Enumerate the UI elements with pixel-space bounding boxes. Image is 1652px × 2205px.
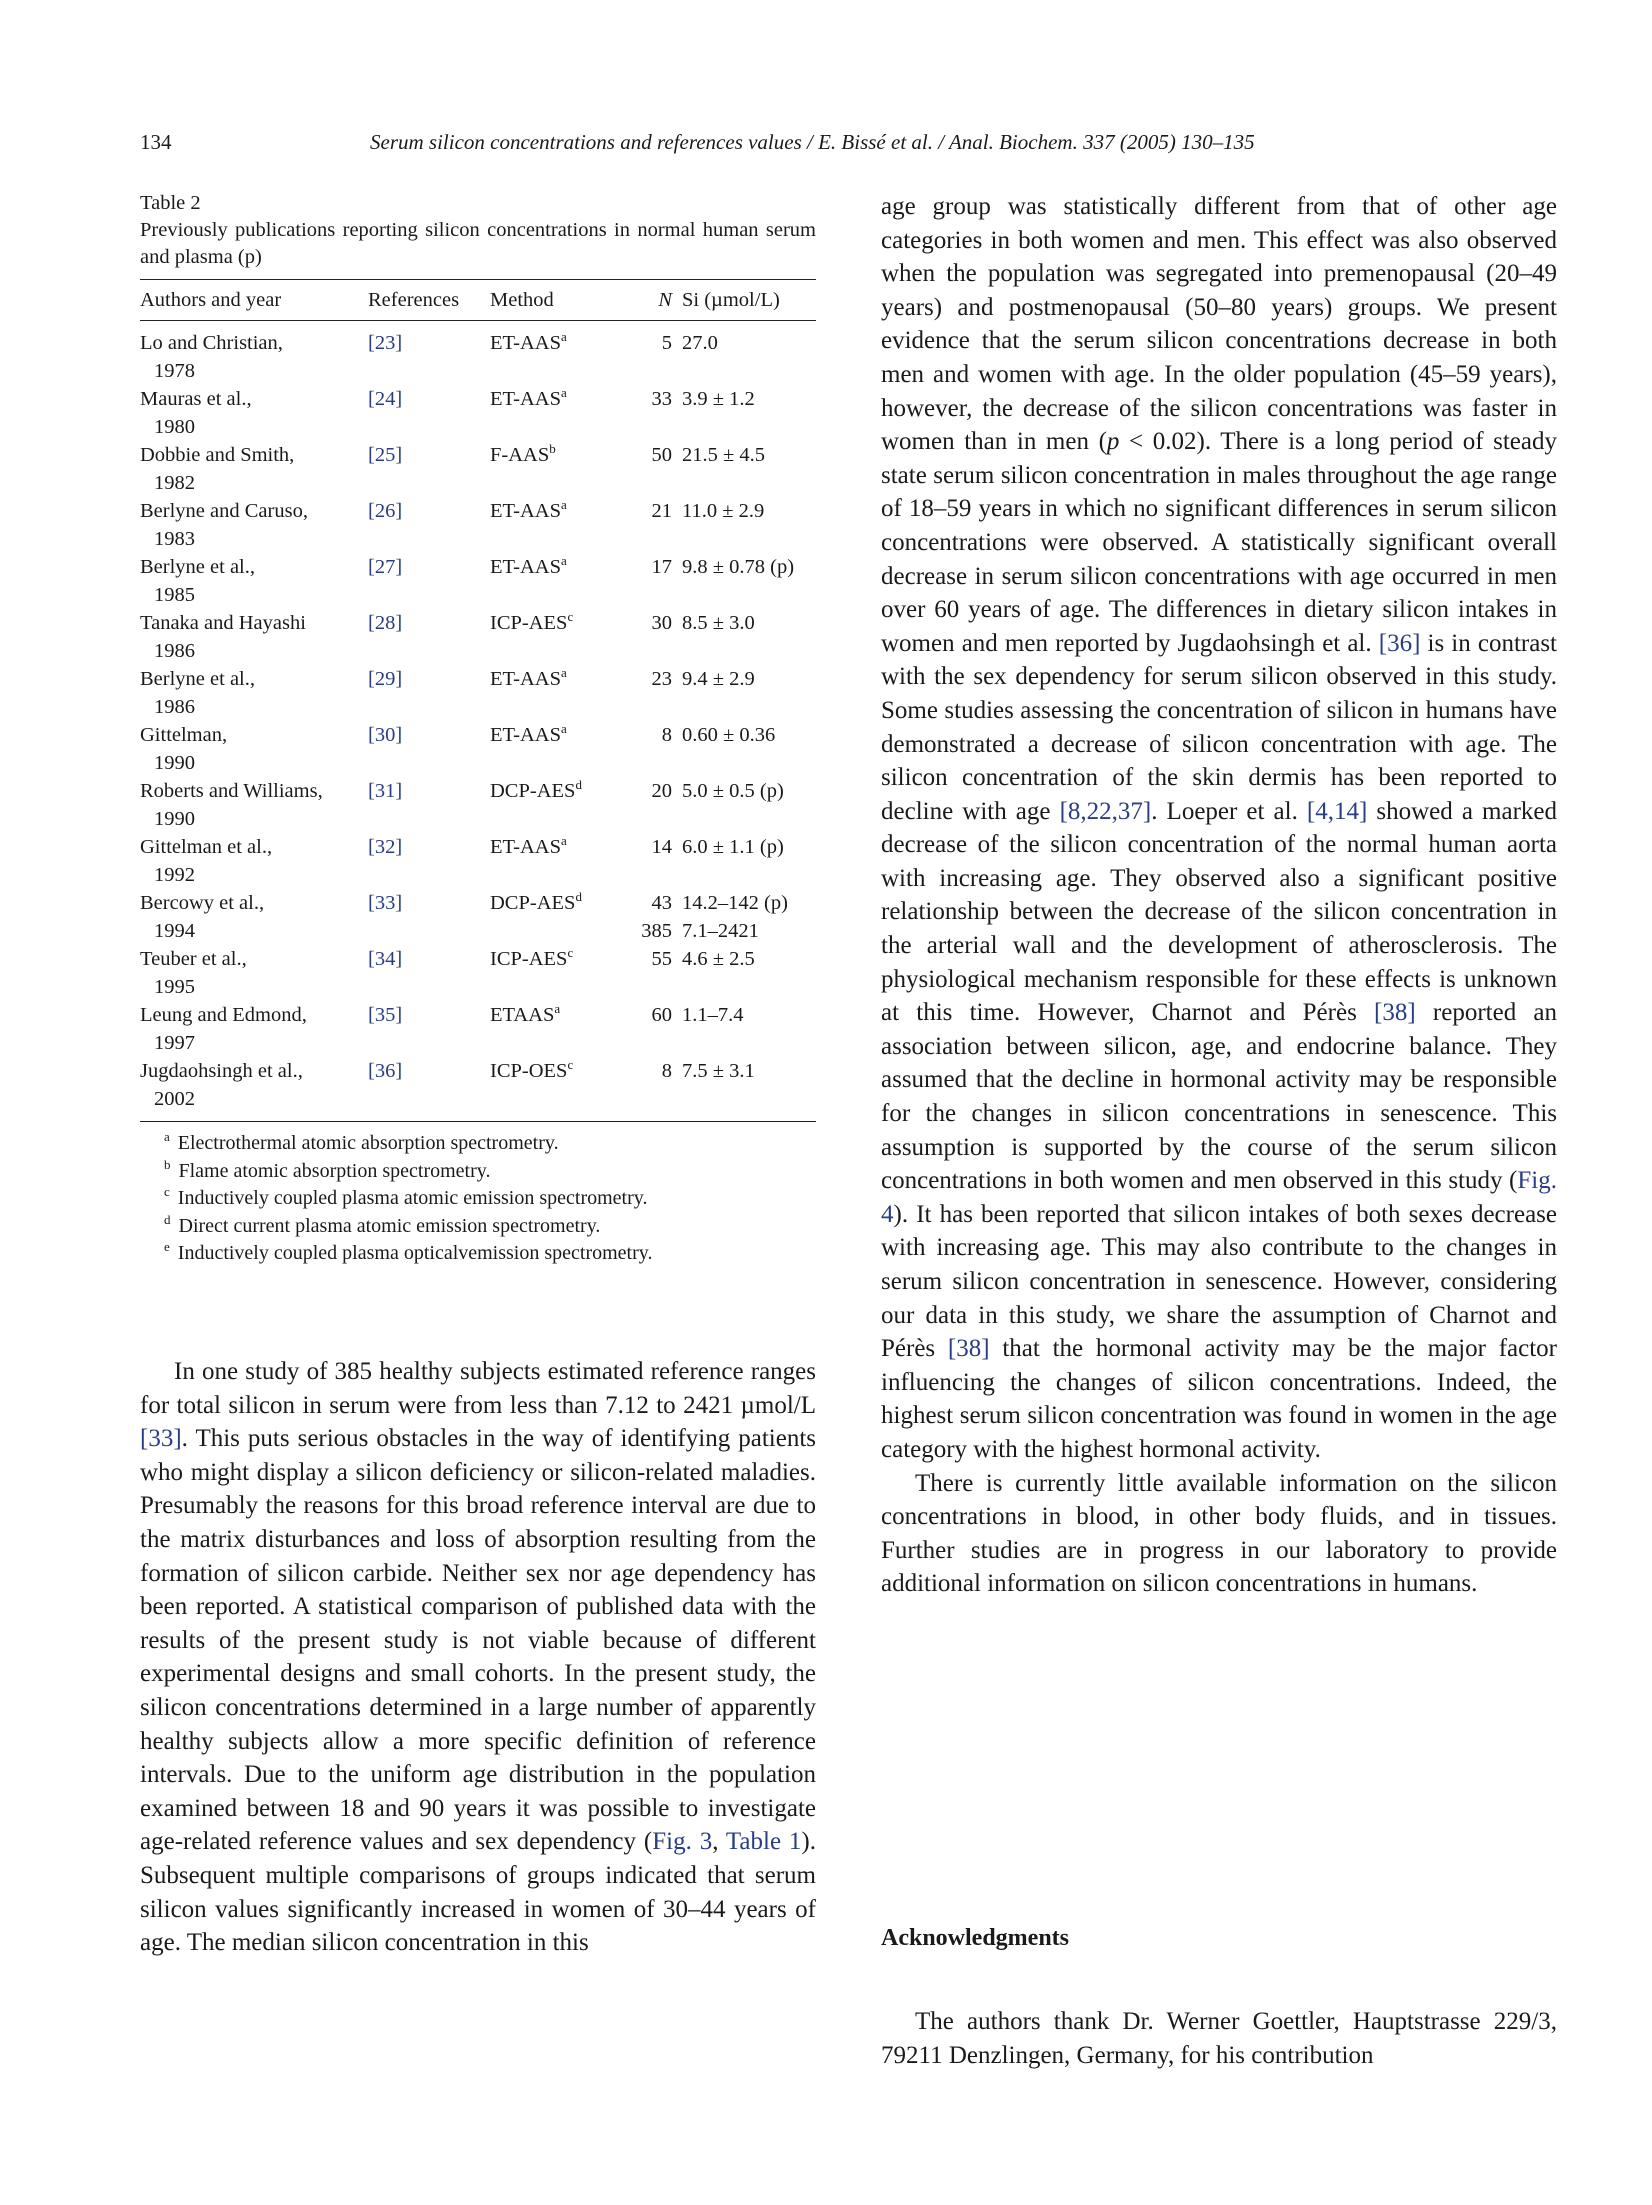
footnote-mark: a — [164, 1129, 170, 1144]
cell-method — [490, 665, 620, 721]
cell-n — [620, 945, 682, 1001]
cell-reference — [368, 889, 490, 945]
cell-authors — [140, 945, 368, 1001]
acknowledgments-heading: Acknowledgments — [881, 1925, 1070, 1951]
table-body — [140, 321, 816, 1121]
si-value-2: 7.1–2421 — [682, 920, 759, 942]
column-header-method: Method — [490, 289, 554, 311]
authors-text: Leung and Edmond, — [140, 1004, 307, 1026]
authors-text: Tanaka and Hayashi — [140, 612, 306, 634]
year-text: 1982 — [154, 472, 195, 494]
method-footnote-mark: c — [567, 1057, 574, 1072]
si-value: 6.0 ± 1.1 (p) — [682, 836, 784, 858]
running-header — [140, 130, 1540, 160]
year-text: 1995 — [154, 976, 195, 998]
cell-method — [490, 889, 620, 945]
cell-reference — [368, 945, 490, 1001]
cell-si — [682, 385, 816, 441]
footnote — [140, 1130, 816, 1158]
citation-link[interactable]: [36] — [1378, 629, 1421, 657]
cell-si — [682, 833, 816, 889]
authors-text: Lo and Christian, — [140, 332, 283, 354]
n-value: 50 — [651, 444, 672, 466]
cell-authors — [140, 553, 368, 609]
footnote-mark: b — [164, 1156, 171, 1172]
column-header-si: Si (µmol/L) — [682, 289, 780, 311]
method-text: ET-AAS — [490, 500, 561, 522]
cell-method — [490, 321, 620, 385]
method-text: DCP-AES — [490, 892, 576, 914]
si-value: 9.4 ± 2.9 — [682, 668, 755, 690]
table-header-row — [140, 280, 816, 320]
text-run: showed a marked decrease of the silicon concentration of the normal human aorta with increasing age. They observed also a significant positive relationship between the decrease of the silicon concentration in the arterial wall and the development of atherosclerosis. The physiological mechanism responsible for these effects is unknown at this time. However, Charnot and Pérès — [881, 797, 1557, 1027]
n-value: 21 — [651, 500, 672, 522]
n-value: 60 — [651, 1004, 672, 1026]
cell-si — [682, 441, 816, 497]
acknowledgments-text — [881, 2005, 1557, 2072]
cell-reference — [368, 321, 490, 385]
footnote-text: Electrothermal atomic absorption spectrometry. — [177, 1132, 559, 1154]
table-row — [140, 1057, 816, 1121]
si-value: 1.1–7.4 — [682, 1004, 744, 1026]
n-value: 33 — [651, 388, 672, 410]
cell-authors — [140, 1057, 368, 1121]
authors-text: Berlyne et al., — [140, 556, 255, 578]
reference-link[interactable]: [32] — [368, 836, 403, 858]
si-value: 14.2–142 (p) — [682, 892, 788, 914]
method-footnote-mark: c — [567, 945, 574, 960]
cell-reference — [368, 721, 490, 777]
cell-reference — [368, 1001, 490, 1057]
reference-link[interactable]: [23] — [368, 332, 403, 354]
method-text: ET-AAS — [490, 388, 561, 410]
footnote-mark: c — [164, 1184, 170, 1199]
cell-authors — [140, 721, 368, 777]
reference-link[interactable]: [35] — [368, 1004, 403, 1026]
cell-reference — [368, 553, 490, 609]
n-value: 14 — [651, 836, 672, 858]
table-row — [140, 385, 816, 441]
text-run: reported an association between silicon, age, and endocrine balance. They assumed that the decline in hormonal activity may be responsible for the changes in silicon concentrations in senescence. This assumption is supported by the course of the serum silicon concentrations in both women and men observed in this study ( — [881, 999, 1558, 1195]
figure-3-link[interactable]: Fig. 3 — [652, 1828, 713, 1856]
si-value: 5.0 ± 0.5 (p) — [682, 780, 784, 802]
table-row — [140, 441, 816, 497]
cell-n — [620, 833, 682, 889]
footnote — [140, 1158, 816, 1186]
year-text: 1980 — [154, 416, 195, 438]
year-text: 1990 — [154, 808, 195, 830]
reference-link[interactable]: [29] — [368, 668, 403, 690]
year-text: 1983 — [154, 528, 195, 550]
cell-authors — [140, 833, 368, 889]
table-label: Table 2 — [140, 192, 201, 214]
cell-si — [682, 553, 816, 609]
cell-authors — [140, 1001, 368, 1057]
cell-n — [620, 553, 682, 609]
table-row — [140, 721, 816, 777]
right-column-text — [881, 190, 1557, 1601]
table-row — [140, 1001, 816, 1057]
si-value: 4.6 ± 2.5 — [682, 948, 755, 970]
cell-reference — [368, 385, 490, 441]
cell-method — [490, 609, 620, 665]
year-text: 2002 — [154, 1088, 195, 1110]
text-run: is in contrast with the sex dependency for serum silicon observed in this study. Some studies assessing the concentration of silicon in humans have demonstrated a decrease of silicon concentration with age. The silicon concentration of the skin dermis has been reported to decline with age — [881, 629, 1557, 825]
cell-n — [620, 385, 682, 441]
si-value: 8.5 ± 3.0 — [682, 612, 755, 634]
table-row — [140, 321, 816, 385]
cell-si — [682, 609, 816, 665]
cell-n — [620, 889, 682, 945]
cell-n — [620, 777, 682, 833]
text-run: age group was statistically different from that of other age categories in both women and men. This effect was also observed when the population was segregated into premenopausal (20–49 years) and postmenopausal (50–80 years) groups. We present evidence that the serum silicon concentrations decrease in both men and women with age. In the older population (45–59 years), however, the decrease of the silicon concentrations was faster in women than in men ( — [881, 193, 1557, 456]
cell-si — [682, 665, 816, 721]
cell-reference — [368, 777, 490, 833]
year-text: 1986 — [154, 640, 195, 662]
table-row — [140, 553, 816, 609]
method-footnote-mark: a — [561, 553, 567, 568]
text-run: . Loeper et al. — [1151, 797, 1307, 825]
table-bottom-rule — [140, 1121, 816, 1122]
paragraph — [140, 1355, 816, 1960]
footnote-text: Inductively coupled plasma atomic emission spectrometry. — [177, 1187, 648, 1209]
cell-n — [620, 609, 682, 665]
n-value: 20 — [651, 780, 672, 802]
authors-text: Teuber et al., — [140, 948, 247, 970]
n-value: 17 — [651, 556, 672, 578]
table-row — [140, 833, 816, 889]
cell-n — [620, 441, 682, 497]
method-footnote-mark: d — [575, 889, 582, 904]
method-footnote-mark: a — [554, 1001, 561, 1016]
table-row — [140, 777, 816, 833]
cell-method — [490, 721, 620, 777]
year-text: 1985 — [154, 584, 195, 606]
cell-method — [490, 1057, 620, 1121]
method-text: ET-AAS — [490, 332, 561, 354]
reference-link[interactable]: [34] — [368, 948, 403, 970]
authors-text: Dobbie and Smith, — [140, 444, 295, 466]
year-text: 1990 — [154, 752, 195, 774]
n-value: 8 — [661, 1060, 672, 1082]
si-value: 3.9 ± 1.2 — [682, 388, 755, 410]
figure-4-link[interactable]: Fig. 4 — [881, 1167, 1557, 1228]
reference-link[interactable]: [30] — [368, 724, 403, 746]
table-footnotes — [140, 1130, 816, 1268]
method-footnote-mark: d — [575, 777, 582, 792]
year-text: 1986 — [154, 696, 195, 718]
citation-link[interactable]: [38] — [1374, 999, 1416, 1027]
method-text: ICP-OES — [490, 1060, 568, 1082]
n-value: 30 — [651, 612, 672, 634]
cell-method — [490, 497, 620, 553]
p-symbol: p — [1106, 428, 1120, 456]
table-row — [140, 945, 816, 1001]
cell-method — [490, 945, 620, 1001]
cell-method — [490, 777, 620, 833]
authors-text: Berlyne and Caruso, — [140, 500, 308, 522]
cell-n — [620, 1001, 682, 1057]
cell-si — [682, 889, 816, 945]
method-footnote-mark: a — [561, 721, 567, 736]
text-run: , — [712, 1828, 726, 1856]
reference-link[interactable]: [26] — [368, 500, 403, 522]
method-footnote-mark: a — [561, 665, 567, 680]
footnote-text: Direct current plasma atomic emission spectrometry. — [178, 1214, 601, 1237]
authors-text: Gittelman et al., — [140, 836, 273, 858]
cell-si — [682, 945, 816, 1001]
n-value: 23 — [651, 668, 672, 690]
reference-link[interactable]: [31] — [368, 780, 403, 802]
cell-authors — [140, 441, 368, 497]
method-text: ET-AAS — [490, 724, 561, 746]
cell-si — [682, 1001, 816, 1057]
cell-authors — [140, 609, 368, 665]
page-number: 134 — [140, 130, 172, 154]
footnote — [140, 1240, 816, 1268]
cell-si — [682, 721, 816, 777]
cell-reference — [368, 1057, 490, 1121]
cell-authors — [140, 889, 368, 945]
cell-n — [620, 497, 682, 553]
table-row — [140, 889, 816, 945]
method-text: ET-AAS — [490, 836, 561, 858]
cell-reference — [368, 497, 490, 553]
cell-method — [490, 385, 620, 441]
authors-text: Gittelman, — [140, 724, 228, 746]
cell-method — [490, 1001, 620, 1057]
cell-si — [682, 777, 816, 833]
cell-method — [490, 553, 620, 609]
text-run: that the hormonal activity may be the major factor influencing the changes of silicon concentrations. Indeed, the highest serum silicon concentration was found in women in the age category with the highest hormonal activity. — [881, 1335, 1557, 1463]
footnote — [140, 1213, 816, 1241]
cell-method — [490, 441, 620, 497]
cell-authors — [140, 321, 368, 385]
n-value: 55 — [651, 948, 672, 970]
authors-text: Roberts and Williams, — [140, 780, 323, 802]
running-title: Serum silicon concentrations and references values / E. Bissé et al. / Anal. Biochem. 337 (2005) 130–135 — [370, 130, 1255, 154]
method-footnote-mark: a — [561, 329, 567, 344]
paragraph: There is currently little available information on the silicon concentrations in blood, in other body fluids, and in tissues. Further studies are in progress in our laboratory to provide additional information on silicon concentrations in humans. — [881, 1469, 1557, 1598]
cell-si — [682, 321, 816, 385]
n-value: 43 — [651, 892, 672, 914]
table-row — [140, 497, 816, 553]
citation-link[interactable]: [4,14] — [1306, 797, 1368, 825]
cell-si — [682, 1057, 816, 1121]
paragraph: The authors thank Dr. Werner Goettler, Hauptstrasse 229/3, 79211 Denzlingen, Germany, for his contribution — [881, 2008, 1557, 2069]
reference-link[interactable]: [36] — [368, 1060, 403, 1082]
method-footnote-mark: c — [567, 609, 574, 624]
text-run: ). Subsequent multiple comparisons of groups indicated that serum silicon values significantly increased in women of 30–44 years of age. The median silicon concentration in this — [140, 1828, 816, 1957]
method-text: DCP-AES — [490, 780, 576, 802]
year-text: 1992 — [154, 864, 195, 886]
table-title: Previously publications reporting silicon concentrations in normal human serum and plasma (p) — [140, 219, 816, 268]
text-run: < 0.02). There is a long period of steady state serum silicon concentration in males throughout the age range of 18–59 years in which no significant differences in serum silicon concentrations were observed. A statistically significant overall decrease in serum silicon concentrations with age occurred in men over 60 years of age. The differences in dietary silicon intakes in women and men reported by Jugdaohsingh et al. — [881, 428, 1557, 657]
authors-text: Bercowy et al., — [140, 892, 265, 914]
column-header-authors: Authors and year — [140, 289, 282, 311]
si-value: 9.8 ± 0.78 (p) — [682, 556, 795, 578]
method-text: ETAAS — [490, 1004, 555, 1026]
footnote-mark: d — [164, 1211, 171, 1227]
cell-reference — [368, 441, 490, 497]
method-text: ICP-AES — [490, 612, 568, 634]
table-1-link[interactable]: Table 1 — [725, 1828, 802, 1856]
si-value: 27.0 — [682, 332, 718, 354]
cell-si — [682, 497, 816, 553]
cell-authors — [140, 385, 368, 441]
cell-reference — [368, 609, 490, 665]
text-run: In one study of 385 healthy subjects estimated reference ranges for total silicon in serum were from less than 7.12 to 2421 µmol/L — [140, 1358, 816, 1419]
cell-n — [620, 321, 682, 385]
year-text: 1978 — [154, 360, 195, 382]
cell-n — [620, 665, 682, 721]
column-header-references: References — [368, 289, 460, 311]
table-row — [140, 665, 816, 721]
year-text: 1997 — [154, 1032, 195, 1054]
citation-link[interactable]: [8,22,37] — [1059, 797, 1152, 825]
si-value: 7.5 ± 3.1 — [682, 1060, 755, 1082]
footnote-text: Flame atomic absorption spectrometry. — [178, 1159, 491, 1182]
column-header-n: N — [658, 289, 672, 311]
authors-text: Jugdaohsingh et al., — [140, 1060, 303, 1082]
cell-method — [490, 833, 620, 889]
reference-link[interactable]: [24] — [368, 388, 403, 410]
reference-link[interactable]: [27] — [368, 556, 403, 578]
table-row — [140, 609, 816, 665]
method-footnote-mark: a — [561, 385, 567, 400]
method-footnote-mark: b — [549, 441, 556, 456]
si-value: 11.0 ± 2.9 — [682, 500, 765, 522]
si-value: 0.60 ± 0.36 — [682, 724, 776, 746]
cell-authors — [140, 497, 368, 553]
cell-reference — [368, 833, 490, 889]
reference-link[interactable]: [33] — [368, 892, 403, 914]
reference-link[interactable]: [25] — [368, 444, 403, 466]
table-2 — [140, 190, 816, 1268]
data-table — [140, 280, 816, 1121]
cell-authors — [140, 665, 368, 721]
citation-link[interactable]: [33] — [140, 1425, 182, 1453]
si-value: 21.5 ± 4.5 — [682, 444, 766, 466]
footnote — [140, 1185, 816, 1213]
cell-n — [620, 1057, 682, 1121]
year-text: 1994 — [154, 920, 195, 942]
reference-link[interactable]: [28] — [368, 612, 403, 634]
left-column-text — [140, 1355, 816, 1960]
authors-text: Berlyne et al., — [140, 668, 255, 690]
paragraph — [881, 190, 1557, 1467]
cell-authors — [140, 777, 368, 833]
method-text: ET-AAS — [490, 556, 561, 578]
footnote-text: Inductively coupled plasma opticalvemission spectrometry. — [177, 1242, 653, 1264]
cell-reference — [368, 665, 490, 721]
method-text: ET-AAS — [490, 668, 561, 690]
n-value: 8 — [661, 724, 672, 746]
method-text: ICP-AES — [490, 948, 568, 970]
citation-link[interactable]: [38] — [947, 1335, 990, 1363]
text-run: . This puts serious obstacles in the way of identifying patients who might display a silicon deficiency or silicon-related maladies. Presumably the reasons for this broad reference interval are due to the matrix disturbances and loss of absorption resulting from the formation of silicon carbide. Neither sex nor age dependency has been reported. A statistical comparison of published data with the results of the present study is not viable because of different experimental designs and small cohorts. In the present study, the silicon concentrations determined in a large number of apparently healthy subjects allow a more specific definition of reference intervals. Due to the uniform age distribution in the population examined between 18 and 90 years it was possible to investigate age-related reference values and sex dependency ( — [140, 1425, 816, 1856]
authors-text: Mauras et al., — [140, 388, 252, 410]
table-caption — [140, 190, 816, 271]
n-value: 5 — [661, 332, 672, 354]
method-footnote-mark: a — [561, 833, 567, 848]
n-value-2: 385 — [641, 920, 672, 942]
footnote-mark: e — [164, 1239, 170, 1254]
method-footnote-mark: a — [561, 497, 567, 512]
method-text: F-AAS — [490, 444, 550, 466]
text-run: ). It has been reported that silicon intakes of both sexes decrease with increasing age. This may also contribute to the changes in serum silicon concentration in senescence. However, considering our data in this study, we share the assumption of Charnot and Pérès — [881, 1200, 1557, 1363]
cell-n — [620, 721, 682, 777]
